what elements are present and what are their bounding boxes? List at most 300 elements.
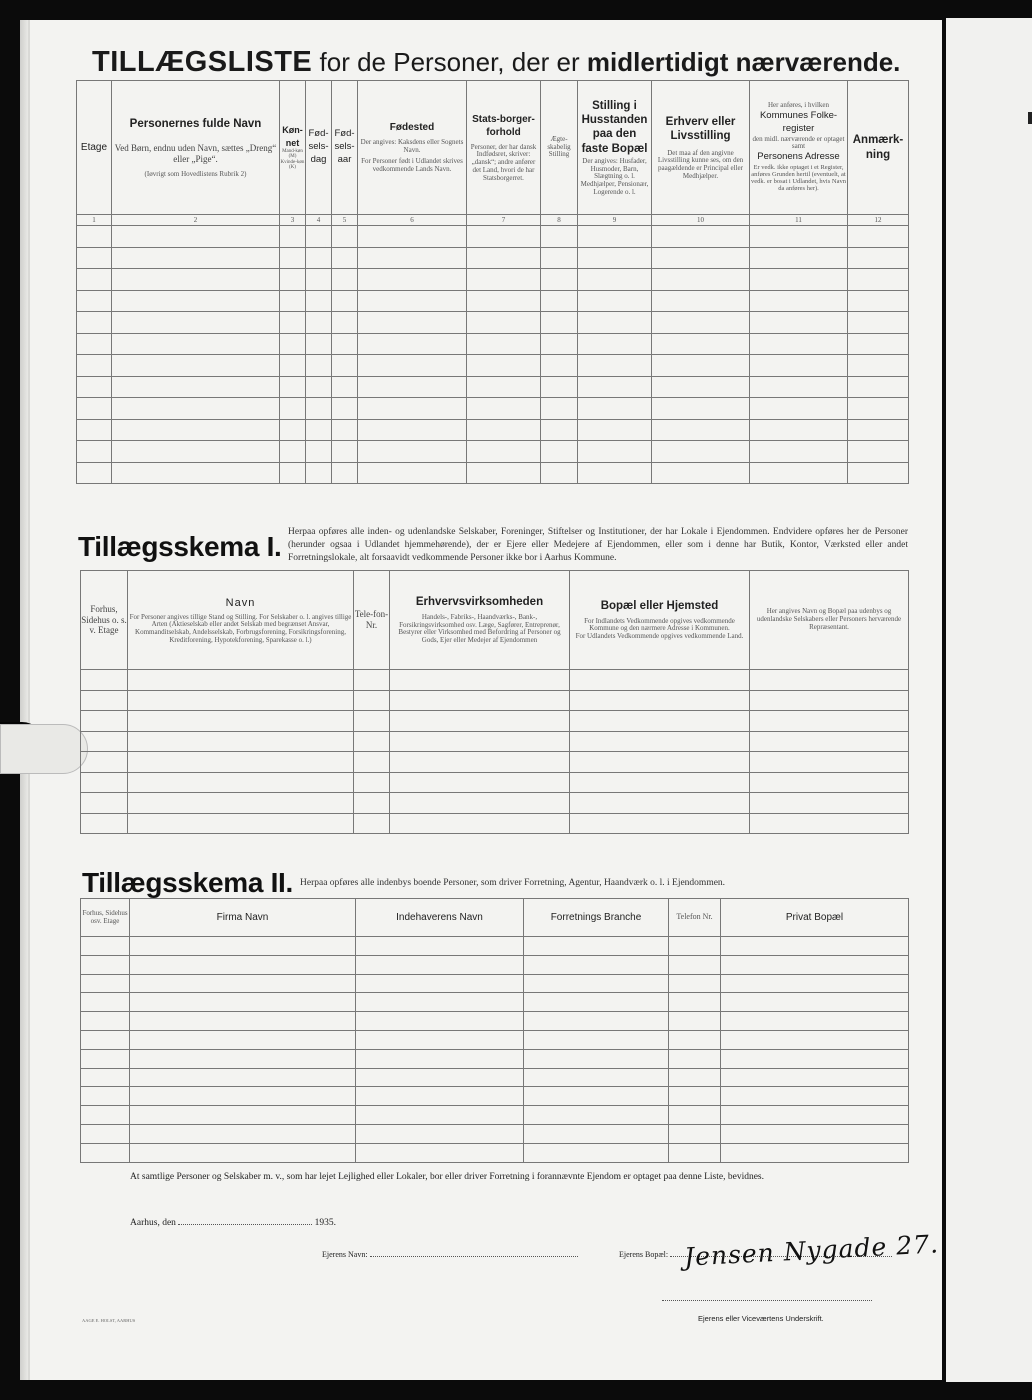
table-cell[interactable] [81, 1012, 130, 1031]
table-cell[interactable] [750, 312, 848, 334]
table-cell[interactable] [721, 993, 909, 1012]
table-cell[interactable] [112, 419, 280, 441]
table-cell[interactable] [112, 355, 280, 377]
table-cell[interactable] [669, 1068, 721, 1087]
table-cell[interactable] [81, 974, 130, 993]
table-cell[interactable] [669, 1124, 721, 1143]
table-cell[interactable] [570, 711, 750, 732]
table-cell[interactable] [750, 226, 848, 248]
table-cell[interactable] [669, 1030, 721, 1049]
table-cell[interactable] [750, 772, 909, 793]
table-cell[interactable] [332, 355, 358, 377]
table-cell[interactable] [280, 462, 306, 484]
table-cell[interactable] [652, 419, 750, 441]
table-cell[interactable] [652, 333, 750, 355]
table-cell[interactable] [356, 1012, 524, 1031]
table-cell[interactable] [750, 398, 848, 420]
table-cell[interactable] [578, 333, 652, 355]
table-cell[interactable] [354, 813, 390, 834]
signature-line [662, 1300, 872, 1301]
table-cell[interactable] [356, 1124, 524, 1143]
skema2-col-forhus: Forhus, Sidehus osv. Etage [81, 899, 130, 937]
skema1-table-body [81, 670, 909, 834]
table-cell[interactable] [81, 955, 130, 974]
col-fodselsdag: Fød-sels-dag [306, 81, 332, 215]
table-cell[interactable] [467, 441, 541, 463]
table-cell[interactable] [652, 312, 750, 334]
table-cell[interactable] [354, 690, 390, 711]
column-numbers-row [77, 215, 909, 226]
table-row [81, 690, 909, 711]
table-cell[interactable] [578, 247, 652, 269]
table-cell[interactable] [467, 290, 541, 312]
table-cell[interactable] [652, 226, 750, 248]
table-cell[interactable] [356, 993, 524, 1012]
table-cell[interactable] [524, 1068, 669, 1087]
table-cell[interactable] [358, 398, 467, 420]
table-row [77, 462, 909, 484]
table-cell[interactable] [652, 290, 750, 312]
table-cell[interactable] [358, 419, 467, 441]
table-cell[interactable] [848, 376, 909, 398]
table-cell[interactable] [390, 690, 570, 711]
table-cell[interactable] [848, 290, 909, 312]
table-cell[interactable] [332, 247, 358, 269]
table-cell[interactable] [721, 1012, 909, 1031]
table-cell[interactable] [306, 441, 332, 463]
table-cell[interactable] [541, 376, 578, 398]
table-cell[interactable] [306, 269, 332, 291]
table-cell[interactable] [280, 312, 306, 334]
table-cell[interactable] [541, 247, 578, 269]
table-cell[interactable] [130, 1012, 356, 1031]
table-row [77, 247, 909, 269]
table-cell[interactable] [750, 752, 909, 773]
table-cell[interactable] [77, 441, 112, 463]
table-cell[interactable] [306, 312, 332, 334]
table-cell[interactable] [721, 1106, 909, 1125]
table-cell[interactable] [81, 690, 128, 711]
skema1-col-forhus: Forhus, Sidehus o. s. v. Etage [81, 571, 128, 670]
year-label: 1935. [314, 1218, 337, 1228]
table-cell[interactable] [524, 1030, 669, 1049]
table-cell[interactable] [358, 226, 467, 248]
table-cell[interactable] [332, 462, 358, 484]
table-cell[interactable] [77, 312, 112, 334]
table-cell[interactable] [578, 226, 652, 248]
table-cell[interactable] [332, 419, 358, 441]
table-cell[interactable] [130, 1143, 356, 1162]
table-cell[interactable] [112, 247, 280, 269]
col-fodested: Fødested Der angives: Kaksdens eller Sognets Navn. For Personer født i Udlandet skrives vedkommende Lands Navn. [358, 81, 467, 215]
main-title-middle: for de Personer, der er [319, 47, 580, 77]
table-cell[interactable] [390, 670, 570, 691]
table-cell[interactable] [356, 1049, 524, 1068]
table-cell[interactable] [467, 312, 541, 334]
table-cell[interactable] [354, 711, 390, 732]
table-row [77, 312, 909, 334]
table-cell[interactable] [652, 398, 750, 420]
table-cell[interactable] [332, 312, 358, 334]
table-cell[interactable] [358, 355, 467, 377]
col-kon: Køn-net Mand-køn (M) Kvinde-køn (K) [280, 81, 306, 215]
table-cell[interactable] [130, 993, 356, 1012]
table-cell[interactable] [541, 269, 578, 291]
table-cell[interactable] [128, 813, 354, 834]
table-cell[interactable] [130, 1087, 356, 1106]
table-cell[interactable] [81, 813, 128, 834]
table-cell[interactable] [750, 269, 848, 291]
table-cell[interactable] [128, 690, 354, 711]
date-line [130, 1218, 336, 1228]
table-cell[interactable] [578, 462, 652, 484]
table-cell[interactable] [112, 226, 280, 248]
table-cell[interactable] [77, 269, 112, 291]
table-cell[interactable] [848, 269, 909, 291]
underskrift-label: Ejerens eller Viceværtens Underskrift. [698, 1314, 824, 1323]
table-cell[interactable] [669, 1106, 721, 1125]
table-row [81, 813, 909, 834]
skema2-table-body [81, 937, 909, 1163]
table-cell[interactable] [332, 290, 358, 312]
table-cell[interactable] [280, 398, 306, 420]
table-cell[interactable] [358, 376, 467, 398]
table-cell[interactable] [570, 772, 750, 793]
table-cell[interactable] [750, 670, 909, 691]
table-cell[interactable] [750, 462, 848, 484]
skema2-header-row [81, 899, 909, 937]
table-cell[interactable] [390, 731, 570, 752]
table-cell[interactable] [306, 419, 332, 441]
skema2-col-firma: Firma Navn [130, 899, 356, 937]
handwritten-address: Jensen Nygade 27. [683, 1229, 940, 1272]
table-cell[interactable] [848, 312, 909, 334]
col-navn: Personernes fulde Navn Ved Børn, endnu uden Navn, sættes „Dreng“ eller „Pige“. (Iøvrigt som Hovedlistens Rubrik 2) [112, 81, 280, 215]
table-cell[interactable] [524, 937, 669, 956]
table-cell[interactable] [130, 1030, 356, 1049]
table-cell[interactable] [750, 290, 848, 312]
table-cell[interactable] [669, 955, 721, 974]
table-cell[interactable] [652, 462, 750, 484]
table-cell[interactable] [306, 333, 332, 355]
table-cell[interactable] [112, 462, 280, 484]
table-cell[interactable] [467, 376, 541, 398]
main-table-body [77, 226, 909, 484]
colnum-4: 4 [306, 215, 332, 226]
table-cell[interactable] [721, 1030, 909, 1049]
table-cell[interactable] [81, 1087, 130, 1106]
table-cell[interactable] [467, 333, 541, 355]
table-cell[interactable] [570, 752, 750, 773]
table-cell[interactable] [467, 398, 541, 420]
table-row [77, 376, 909, 398]
table-cell[interactable] [652, 376, 750, 398]
table-cell[interactable] [541, 290, 578, 312]
table-cell[interactable] [848, 226, 909, 248]
table-cell[interactable] [128, 793, 354, 814]
table-cell[interactable] [390, 752, 570, 773]
table-cell[interactable] [541, 312, 578, 334]
table-cell[interactable] [750, 690, 909, 711]
table-cell[interactable] [848, 333, 909, 355]
table-cell[interactable] [81, 670, 128, 691]
table-cell[interactable] [578, 312, 652, 334]
table-cell[interactable] [280, 226, 306, 248]
table-cell[interactable] [280, 355, 306, 377]
table-cell[interactable] [524, 1124, 669, 1143]
table-cell[interactable] [280, 290, 306, 312]
table-cell[interactable] [467, 247, 541, 269]
table-cell[interactable] [848, 441, 909, 463]
table-cell[interactable] [848, 355, 909, 377]
table-cell[interactable] [578, 376, 652, 398]
table-cell[interactable] [390, 793, 570, 814]
table-cell[interactable] [81, 937, 130, 956]
table-cell[interactable] [541, 226, 578, 248]
table-cell[interactable] [332, 333, 358, 355]
table-cell[interactable] [467, 226, 541, 248]
table-cell[interactable] [306, 226, 332, 248]
table-cell[interactable] [570, 690, 750, 711]
table-cell[interactable] [467, 355, 541, 377]
table-cell[interactable] [77, 290, 112, 312]
table-cell[interactable] [128, 752, 354, 773]
table-cell[interactable] [130, 937, 356, 956]
table-cell[interactable] [524, 1087, 669, 1106]
table-cell[interactable] [652, 247, 750, 269]
table-cell[interactable] [570, 793, 750, 814]
table-cell[interactable] [130, 1049, 356, 1068]
table-cell[interactable] [280, 441, 306, 463]
col-anmaerkning: Anmærk-ning [848, 81, 909, 215]
table-cell[interactable] [112, 269, 280, 291]
table-cell[interactable] [721, 1087, 909, 1106]
table-cell[interactable] [356, 1068, 524, 1087]
table-cell[interactable] [848, 462, 909, 484]
table-cell[interactable] [669, 1143, 721, 1162]
table-cell[interactable] [112, 398, 280, 420]
table-cell[interactable] [750, 247, 848, 269]
table-cell[interactable] [77, 398, 112, 420]
table-cell[interactable] [541, 333, 578, 355]
table-cell[interactable] [570, 813, 750, 834]
table-cell[interactable] [750, 333, 848, 355]
table-row [81, 1124, 909, 1143]
table-cell[interactable] [721, 955, 909, 974]
table-cell[interactable] [356, 1143, 524, 1162]
table-cell[interactable] [524, 955, 669, 974]
table-cell[interactable] [578, 419, 652, 441]
table-cell[interactable] [358, 269, 467, 291]
table-cell[interactable] [81, 752, 128, 773]
table-cell[interactable] [524, 1143, 669, 1162]
table-cell[interactable] [669, 937, 721, 956]
table-cell[interactable] [358, 290, 467, 312]
table-cell[interactable] [524, 993, 669, 1012]
table-cell[interactable] [354, 670, 390, 691]
table-cell[interactable] [467, 269, 541, 291]
table-cell[interactable] [390, 772, 570, 793]
table-cell[interactable] [356, 955, 524, 974]
table-cell[interactable] [358, 333, 467, 355]
table-cell[interactable] [128, 670, 354, 691]
table-cell[interactable] [112, 290, 280, 312]
table-cell[interactable] [750, 355, 848, 377]
table-cell[interactable] [356, 974, 524, 993]
table-cell[interactable] [354, 752, 390, 773]
table-cell[interactable] [77, 333, 112, 355]
table-cell[interactable] [541, 462, 578, 484]
table-cell[interactable] [578, 441, 652, 463]
table-cell[interactable] [652, 441, 750, 463]
table-cell[interactable] [570, 670, 750, 691]
table-cell[interactable] [750, 711, 909, 732]
table-cell[interactable] [128, 711, 354, 732]
table-cell[interactable] [332, 226, 358, 248]
table-cell[interactable] [669, 993, 721, 1012]
table-cell[interactable] [332, 441, 358, 463]
table-cell[interactable] [77, 419, 112, 441]
table-cell[interactable] [77, 376, 112, 398]
table-cell[interactable] [112, 441, 280, 463]
table-cell[interactable] [130, 1068, 356, 1087]
table-cell[interactable] [306, 247, 332, 269]
table-cell[interactable] [81, 1068, 130, 1087]
table-cell[interactable] [669, 1087, 721, 1106]
table-cell[interactable] [306, 290, 332, 312]
table-cell[interactable] [848, 398, 909, 420]
table-cell[interactable] [354, 772, 390, 793]
table-cell[interactable] [81, 793, 128, 814]
table-cell[interactable] [541, 355, 578, 377]
table-cell[interactable] [541, 441, 578, 463]
table-cell[interactable] [81, 1030, 130, 1049]
table-cell[interactable] [128, 731, 354, 752]
table-cell[interactable] [390, 813, 570, 834]
table-cell[interactable] [524, 974, 669, 993]
table-cell[interactable] [848, 247, 909, 269]
table-cell[interactable] [721, 974, 909, 993]
table-cell[interactable] [81, 1124, 130, 1143]
table-cell[interactable] [541, 398, 578, 420]
table-cell[interactable] [81, 772, 128, 793]
table-cell[interactable] [358, 462, 467, 484]
table-cell[interactable] [578, 269, 652, 291]
table-cell[interactable] [750, 813, 909, 834]
table-cell[interactable] [77, 247, 112, 269]
table-cell[interactable] [130, 1124, 356, 1143]
table-cell[interactable] [652, 355, 750, 377]
table-cell[interactable] [354, 793, 390, 814]
table-cell[interactable] [570, 731, 750, 752]
table-cell[interactable] [81, 1049, 130, 1068]
table-cell[interactable] [77, 355, 112, 377]
table-cell[interactable] [332, 398, 358, 420]
table-cell[interactable] [358, 247, 467, 269]
skema1-col-bopael: Bopæl eller Hjemsted For Indlandets Vedkommende opgives vedkommende Kommune og den nærmere Adresse i Kommunen. For Udlandets Vedkommende opgives vedkommende Land. [570, 571, 750, 670]
table-cell[interactable] [81, 731, 128, 752]
table-cell[interactable] [848, 419, 909, 441]
skema2-table [80, 898, 909, 1163]
table-cell[interactable] [332, 376, 358, 398]
table-cell[interactable] [524, 1106, 669, 1125]
table-cell[interactable] [128, 772, 354, 793]
table-cell[interactable] [112, 376, 280, 398]
table-cell[interactable] [541, 419, 578, 441]
table-cell[interactable] [306, 398, 332, 420]
table-cell[interactable] [524, 1049, 669, 1068]
table-cell[interactable] [750, 441, 848, 463]
table-cell[interactable] [578, 398, 652, 420]
table-cell[interactable] [358, 312, 467, 334]
table-cell[interactable] [669, 974, 721, 993]
table-row [81, 974, 909, 993]
table-cell[interactable] [354, 731, 390, 752]
table-cell[interactable] [669, 1012, 721, 1031]
table-row [81, 670, 909, 691]
table-cell[interactable] [721, 1124, 909, 1143]
table-cell[interactable] [77, 462, 112, 484]
table-cell[interactable] [280, 333, 306, 355]
table-cell[interactable] [721, 1143, 909, 1162]
table-cell[interactable] [467, 462, 541, 484]
table-cell[interactable] [721, 1068, 909, 1087]
table-cell[interactable] [356, 937, 524, 956]
table-cell[interactable] [112, 333, 280, 355]
table-cell[interactable] [721, 1049, 909, 1068]
table-cell[interactable] [390, 711, 570, 732]
table-cell[interactable] [130, 1106, 356, 1125]
table-cell[interactable] [356, 1030, 524, 1049]
colnum-12: 12 [848, 215, 909, 226]
table-cell[interactable] [81, 1106, 130, 1125]
printer-mark: AAGE E. HOLST, AARHUS [82, 1318, 136, 1323]
table-cell[interactable] [280, 419, 306, 441]
table-cell[interactable] [81, 1143, 130, 1162]
table-cell[interactable] [524, 1012, 669, 1031]
table-cell[interactable] [306, 462, 332, 484]
table-row [77, 398, 909, 420]
date-blank [178, 1224, 312, 1225]
table-cell[interactable] [578, 290, 652, 312]
table-cell[interactable] [81, 993, 130, 1012]
table-cell[interactable] [306, 355, 332, 377]
table-cell[interactable] [130, 955, 356, 974]
table-cell[interactable] [280, 376, 306, 398]
table-cell[interactable] [81, 711, 128, 732]
table-cell[interactable] [112, 312, 280, 334]
table-cell[interactable] [669, 1049, 721, 1068]
table-cell[interactable] [578, 355, 652, 377]
table-cell[interactable] [750, 419, 848, 441]
table-cell[interactable] [280, 247, 306, 269]
table-cell[interactable] [467, 419, 541, 441]
table-cell[interactable] [652, 269, 750, 291]
table-cell[interactable] [77, 226, 112, 248]
table-cell[interactable] [306, 376, 332, 398]
table-cell[interactable] [721, 937, 909, 956]
table-row [81, 1106, 909, 1125]
table-cell[interactable] [280, 269, 306, 291]
table-cell[interactable] [750, 376, 848, 398]
table-cell[interactable] [356, 1106, 524, 1125]
table-cell[interactable] [130, 974, 356, 993]
table-cell[interactable] [358, 441, 467, 463]
table-cell[interactable] [750, 731, 909, 752]
table-cell[interactable] [356, 1087, 524, 1106]
table-cell[interactable] [332, 269, 358, 291]
table-cell[interactable] [750, 793, 909, 814]
